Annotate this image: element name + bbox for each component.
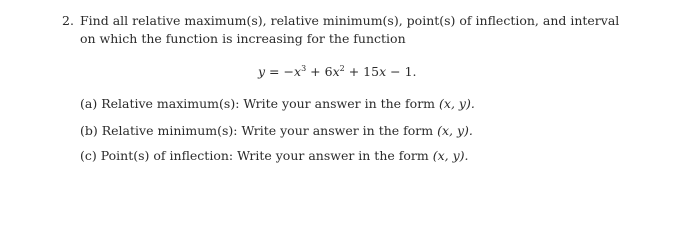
part-c-text: Point(s) of inflection: Write your answer in the form <box>100 148 429 163</box>
eq-term2-coef: 6 <box>324 64 333 80</box>
function-equation <box>258 64 417 79</box>
eq-term1-exp: 3 <box>301 64 307 73</box>
eq-equals: = <box>269 64 280 80</box>
eq-term3-var: x <box>379 64 387 80</box>
eq-term1-sign: − <box>283 64 294 80</box>
part-c-label: (c) <box>80 148 97 163</box>
part-b-text: Relative minimum(s): Write your answer in the form <box>101 123 434 138</box>
part-a-form: (x, y). <box>439 96 475 111</box>
eq-term3-coef: 15 <box>363 64 380 80</box>
eq-term1-var: x <box>294 64 302 80</box>
part-b <box>80 123 473 138</box>
part-c-form: (x, y). <box>432 148 469 163</box>
part-b-form: (x, y). <box>437 123 473 138</box>
eq-term4-const: 1. <box>404 64 417 80</box>
problem-statement-line-2: on which the function is increasing for the function <box>80 31 406 46</box>
eq-lhs: y <box>258 64 266 80</box>
eq-term3-sign: + <box>348 64 360 80</box>
part-a-text: Relative maximum(s): Write your answer in the form <box>101 96 436 111</box>
eq-term2-exp: 2 <box>339 64 345 73</box>
eq-term2-sign: + <box>310 64 321 80</box>
part-c <box>80 148 469 163</box>
part-a <box>80 96 475 111</box>
problem-statement-line-1: Find all relative maximum(s), relative minimum(s), point(s) of inflection, and interval <box>80 13 620 28</box>
eq-term4-sign: − <box>390 64 401 80</box>
eq-term2-var: x <box>332 64 340 80</box>
problem-number: 2. <box>62 13 74 28</box>
part-b-label: (b) <box>80 123 98 138</box>
part-a-label: (a) <box>80 96 98 111</box>
